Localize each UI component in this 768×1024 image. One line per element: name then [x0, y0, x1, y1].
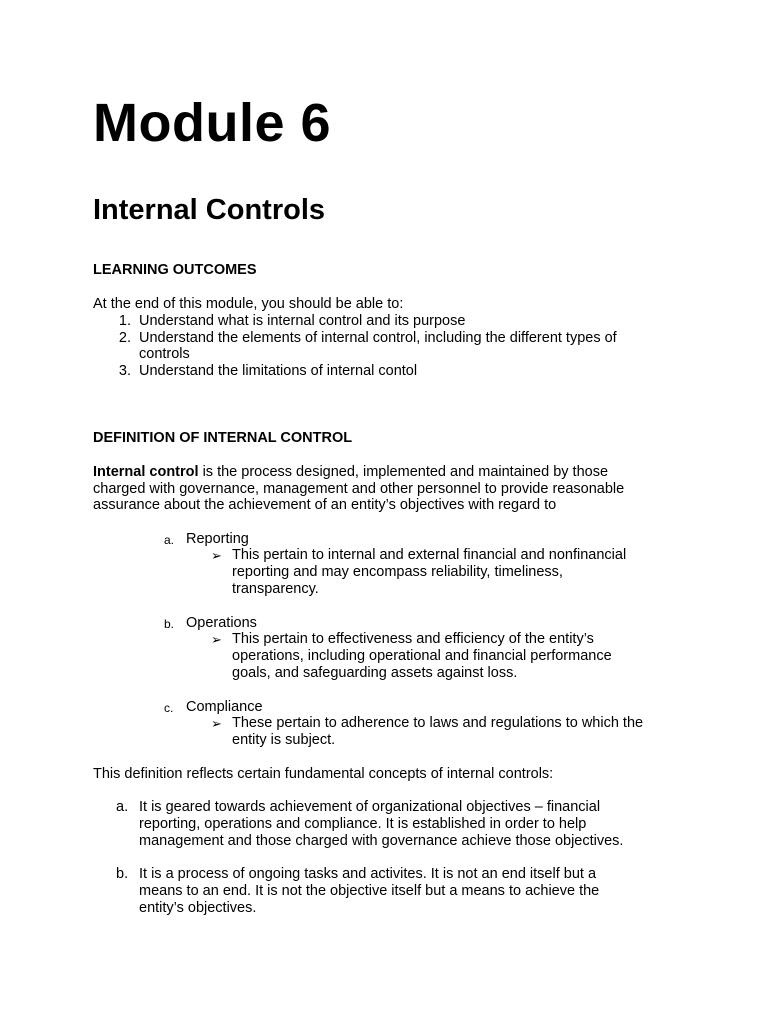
definition-text: is the process designed, implemented and maintained by those — [198, 464, 609, 480]
objective-description: operations, including operational and financial performance — [232, 648, 612, 664]
outcome-text: Understand what is internal control and its purpose — [139, 313, 466, 329]
concept-text: It is geared towards achievement of organizational objectives – financial — [139, 799, 601, 815]
concept-text: entity’s objectives. — [139, 900, 257, 916]
concept-text: reporting, operations and compliance. It is established in order to help — [139, 816, 587, 832]
outcome-number: 1. — [118, 313, 131, 329]
definition-paragraph-line — [93, 464, 608, 481]
concept-text: management and those charged with governance achieve those objectives. — [139, 833, 624, 849]
definition-heading: DEFINITION OF INTERNAL CONTROL — [93, 430, 353, 446]
concepts-intro: This definition reflects certain fundamental concepts of internal controls: — [93, 766, 554, 782]
arrow-bullet-icon: ➢ — [211, 548, 222, 563]
objective-description: This pertain to internal and external financial and nonfinancial — [232, 547, 627, 563]
definition-paragraph-line: assurance about the achievement of an entity’s objectives with regard to — [93, 497, 557, 513]
outcome-number: 3. — [118, 363, 131, 379]
objective-description: reporting and may encompass reliability, timeliness, — [232, 564, 563, 580]
concept-letter: b. — [116, 866, 129, 882]
objective-description: These pertain to adherence to laws and regulations to which the — [232, 715, 644, 731]
objective-name: Operations — [186, 615, 257, 631]
concept-text: It is a process of ongoing tasks and activites. It is not an end itself but a — [139, 866, 597, 882]
learning-outcomes-intro: At the end of this module, you should be able to: — [93, 296, 404, 312]
outcome-text: Understand the elements of internal control, including the different types of — [139, 330, 617, 346]
objective-description: entity is subject. — [232, 732, 336, 748]
objective-letter: b. — [164, 617, 175, 631]
concept-text: means to an end. It is not the objective itself but a means to achieve the — [139, 883, 600, 899]
module-subtitle: Internal Controls — [93, 194, 326, 226]
objective-description: transparency. — [232, 581, 319, 597]
defined-term: Internal control — [93, 464, 199, 480]
objective-letter: a. — [164, 533, 175, 547]
module-title: Module 6 — [93, 93, 332, 153]
learning-outcomes-heading: LEARNING OUTCOMES — [93, 262, 257, 278]
definition-paragraph-line: charged with governance, management and other personnel to provide reasonable — [93, 481, 625, 497]
outcome-text: controls — [139, 346, 190, 362]
objective-letter: c. — [164, 701, 174, 715]
objective-name: Reporting — [186, 531, 249, 547]
arrow-bullet-icon: ➢ — [211, 716, 222, 731]
objective-description: goals, and safeguarding assets against loss. — [232, 665, 518, 681]
arrow-bullet-icon: ➢ — [211, 632, 222, 647]
objective-name: Compliance — [186, 699, 263, 715]
outcome-number: 2. — [118, 330, 131, 346]
objective-description: This pertain to effectiveness and efficiency of the entity’s — [232, 631, 594, 647]
concept-letter: a. — [116, 799, 129, 815]
outcome-text: Understand the limitations of internal contol — [139, 363, 418, 379]
